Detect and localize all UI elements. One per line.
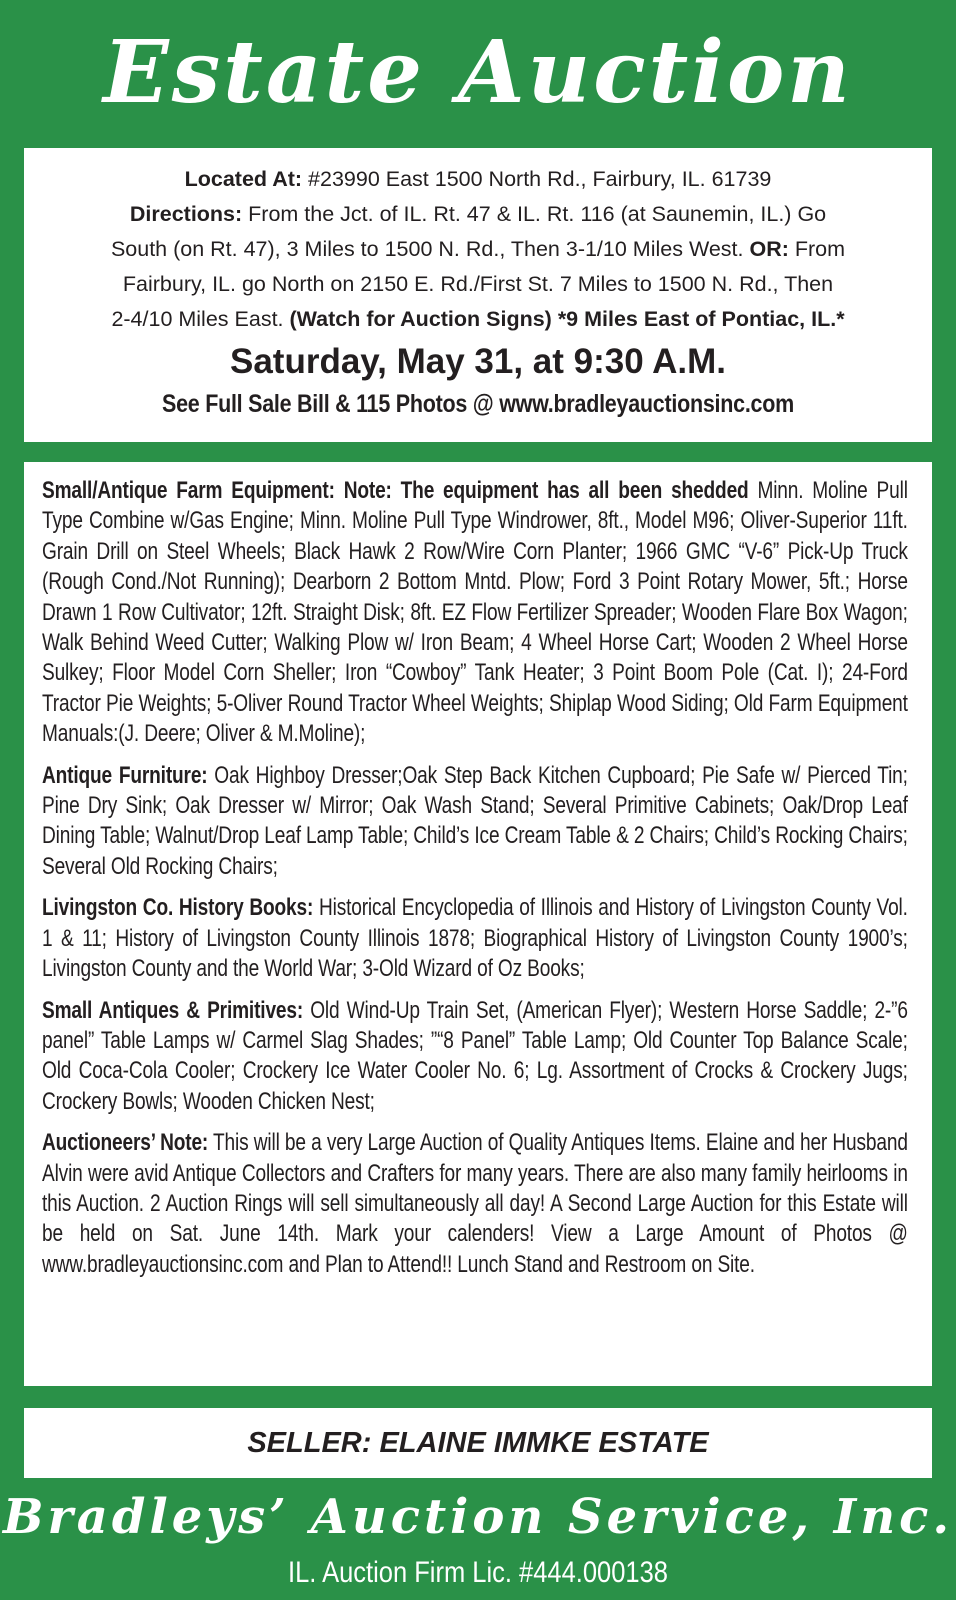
directions-line-1 — [24, 197, 932, 232]
located-at-label: Located At: — [184, 167, 303, 191]
section-text: This will be a very Large Auction of Quality Antiques Items. Elaine and her Husband Alvin were avid Antique Collectors and Crafters for many years. There are also many family heirlooms in this Auction. 2 Auction Rings will sell simultaneously all day! A Second Large Auction for this Estate will be held on Sat. June 14th. Mark your calenders! View a Large Amount of Photos @ www.bradleyauctionsinc.com and Plan to Attend!! Lunch Stand and Restroom on Site. — [42, 1129, 908, 1278]
location-panel — [24, 148, 932, 442]
items-panel — [24, 462, 932, 1386]
section-label: Antique Furniture: — [42, 761, 208, 789]
section-label: Auctioneers’ Note: — [42, 1129, 209, 1157]
directions-text-2b: From — [788, 237, 846, 261]
located-at-line — [24, 162, 932, 197]
section-auctioneers-note — [42, 1128, 908, 1280]
section-text: Oak Highboy Dresser;Oak Step Back Kitchen Cupboard; Pie Safe w/ Pierced Tin; Pine Dry Sink; Oak Dresser w/ Mirror; Oak Wash Stand; Several Primitive Cabinets; Oak/Drop Leaf Dining Table; Walnut/Drop Leaf Lamp Table; Child’s Ice Cream Table & 2 Chairs; Child’s Rocking Chairs; Several Old Rocking Chairs; — [42, 761, 908, 880]
section-small-antiques — [42, 996, 908, 1118]
section-antique-furniture — [42, 761, 908, 883]
section-label: Small Antiques & Primitives: — [42, 996, 304, 1024]
section-text: Historical Encyclopedia of Illinois and History of Livingston County Vol. 1 & 11; History of Livingston County Illinois 1878; Biographical History of Livingston County 1900’s; Livingston County and the World War; 3-Old Wizard of Oz Books; — [42, 894, 908, 983]
section-label: Livingston Co. History Books: — [42, 894, 314, 922]
section-history-books — [42, 893, 908, 984]
watch-signs-note: (Watch for Auction Signs) *9 Miles East of Pontiac, IL.* — [289, 307, 845, 331]
directions-line-3: Fairbury, IL. go North on 2150 E. Rd./First St. 7 Miles to 1500 N. Rd., Then — [122, 272, 834, 296]
seller-banner: SELLER: ELAINE IMMKE ESTATE — [24, 1408, 932, 1478]
section-text: Old Wind-Up Train Set, (American Flyer); Western Horse Saddle; 2-”6 panel” Table Lamps w/ Carmel Slag Shades; ”“8 Panel” Table Lamp; Old Counter Top Balance Scale; Old Coca-Cola Cooler; Crockery Ice Water Cooler No. 6; Lg. Assortment of Crocks & Crockery Jugs; Crockery Bowls; Wooden Chicken Nest; — [42, 996, 908, 1115]
sale-bill-link[interactable]: See Full Sale Bill & 115 Photos @ www.bradleyauctionsinc.com — [162, 390, 794, 418]
section-label: Small/Antique Farm Equipment: Note: The equipment has all been shedded — [42, 477, 749, 504]
directions-line-4 — [24, 302, 932, 337]
section-farm-equipment — [42, 476, 908, 750]
directions-text-4a: 2-4/10 Miles East. — [111, 307, 290, 331]
directions-line-2 — [24, 232, 932, 267]
section-text: Minn. Moline Pull Type Combine w/Gas Engine; Minn. Moline Pull Type Windrower, 8ft., Model M96; Oliver-Superior 11ft. Grain Drill on Steel Wheels; Black Hawk 2 Row/Wire Corn Planter; 1966 GMC “V-6” Pick-Up Truck (Rough Cond./Not Running); Dearborn 2 Bottom Mntd. Plow; Ford 3 Point Rotary Mower, 5ft.; Horse Drawn 1 Row Cultivator; 12ft. Straight Disk; 8ft. EZ Flow Fertilizer Spreader; Wooden Flare Box Wagon; Walk Behind Weed Cutter; Walking Plow w/ Iron Beam; 4 Wheel Horse Cart; Wooden 2 Wheel Horse Sulkey; Floor Model Corn Sheller; Iron “Cowboy” Tank Heater; 3 Point Boom Pole (Cat. I); 24-Ford Tractor Pie Weights; 5-Oliver Round Tractor Wheel Weights; Shiplap Wood Siding; Old Farm Equipment Manuals:(J. Deere; Oliver & M.Moline); — [42, 477, 908, 748]
directions-text-1: From the Jct. of IL. Rt. 47 & IL. Rt. 116 (at Saunemin, IL.) Go — [242, 202, 827, 226]
firm-license: IL. Auction Firm Lic. #444.000138 — [288, 1556, 668, 1589]
directions-label: Directions: — [129, 202, 243, 226]
or-label: OR: — [749, 237, 789, 261]
page-title: Estate Auction — [103, 22, 853, 123]
firm-name: Bradleys’ Auction Service, Inc. — [2, 1489, 954, 1545]
located-at-value: #23990 East 1500 North Rd., Fairbury, IL. 61739 — [302, 167, 772, 191]
auction-date: Saturday, May 31, at 9:30 A.M. — [229, 342, 726, 381]
directions-text-2a: South (on Rt. 47), 3 Miles to 1500 N. Rd., Then 3-1/10 Miles West. — [110, 237, 750, 261]
